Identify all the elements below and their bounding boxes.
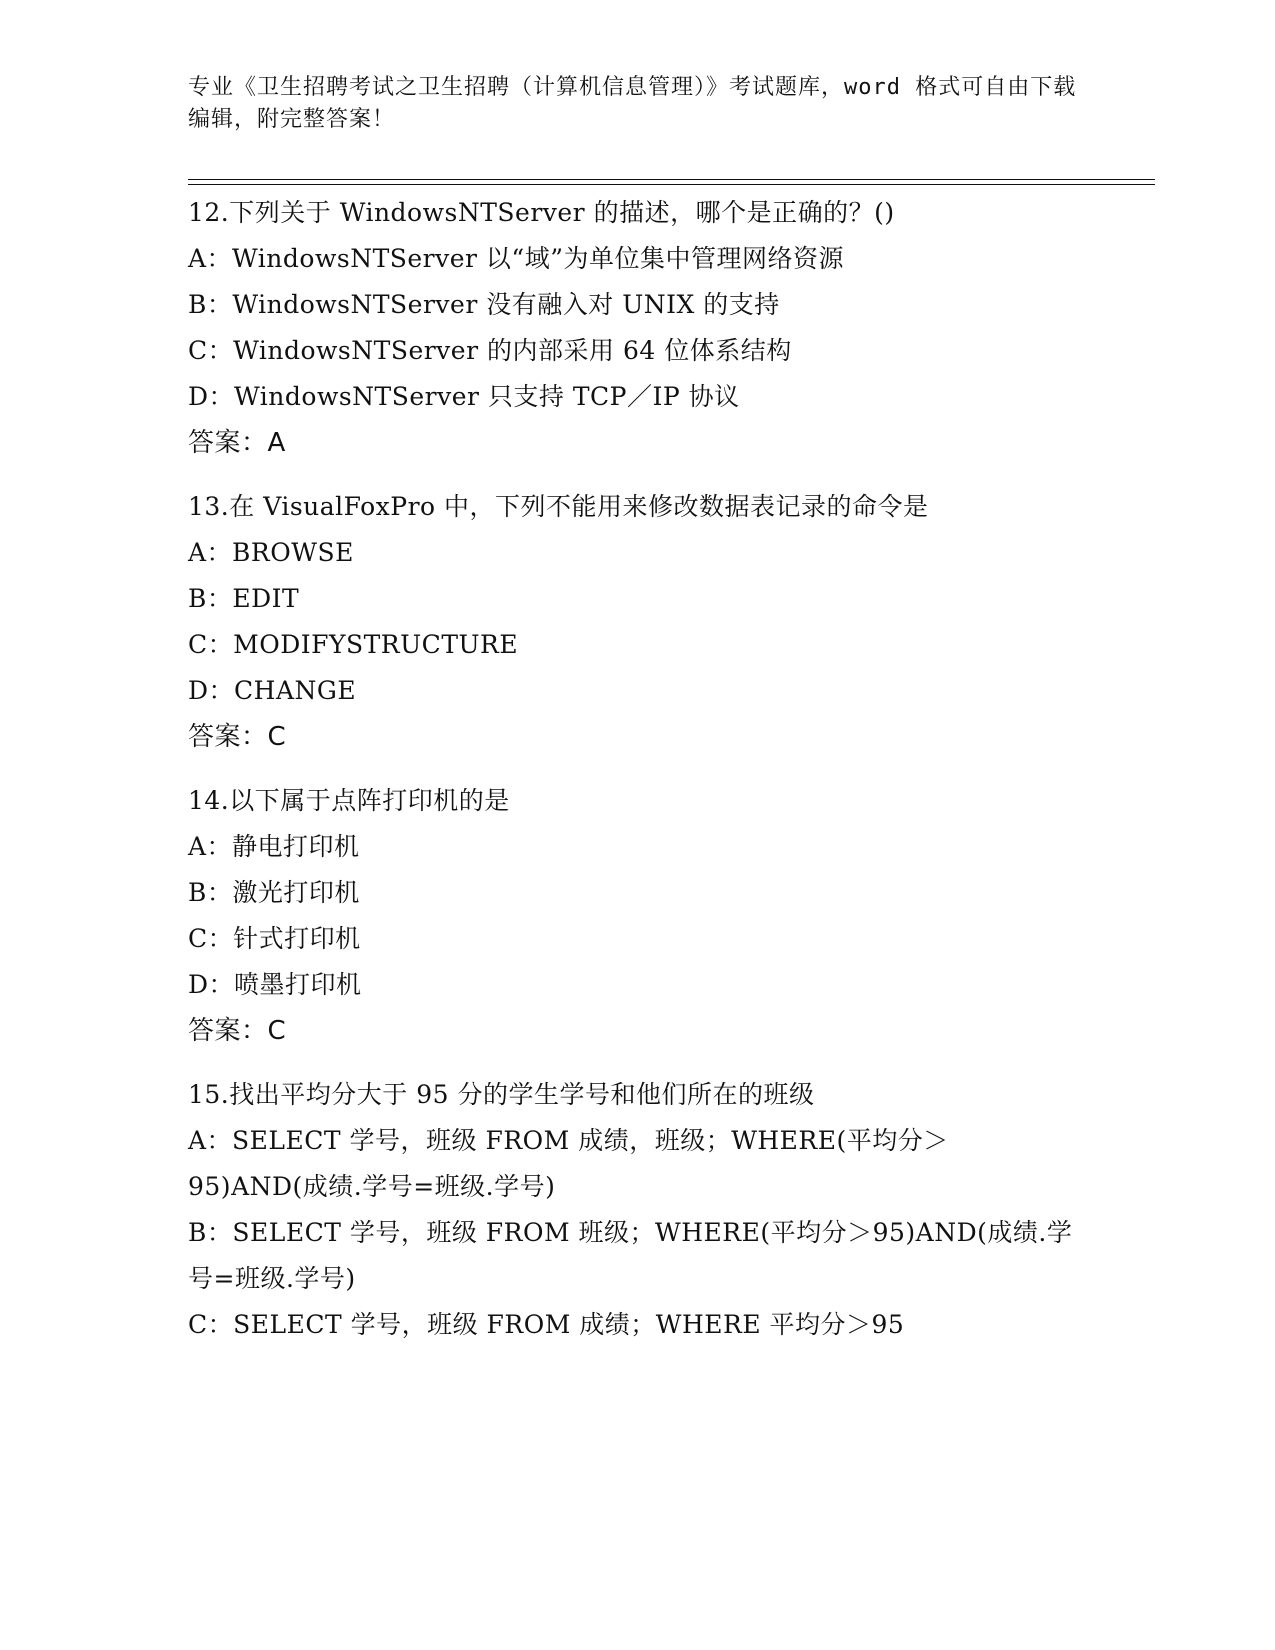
option-d: D：喷墨打印机 — [188, 970, 362, 999]
option-b: B：WindowsNTServer 没有融入对 UNIX 的支持 — [188, 290, 780, 319]
answer-line: 答案：A — [188, 428, 286, 458]
question-list — [188, 190, 1088, 1366]
question-stem: 12.下列关于 WindowsNTServer 的描述，哪个是正确的？() — [188, 198, 895, 227]
answer-line: 答案：C — [188, 1016, 287, 1046]
option-d: D：WindowsNTServer 只支持 TCP／IP 协议 — [188, 382, 740, 411]
option-c: C：WindowsNTServer 的内部采用 64 位体系结构 — [188, 336, 792, 365]
answer-line: 答案：C — [188, 722, 287, 752]
option-a: A：BROWSE — [188, 538, 354, 567]
option-c: C：SELECT 学号，班级 FROM 成绩；WHERE 平均分＞95 — [188, 1310, 905, 1339]
question-stem: 15.找出平均分大于 95 分的学生学号和他们所在的班级 — [188, 1080, 815, 1109]
option-a: A：静电打印机 — [188, 832, 360, 861]
question-15 — [188, 1072, 1088, 1348]
question-14 — [188, 778, 1088, 1054]
option-c: C：针式打印机 — [188, 924, 361, 953]
option-b: B：EDIT — [188, 584, 300, 613]
header-rule-thick — [188, 184, 1155, 185]
question-stem: 13.在 VisualFoxPro 中，下列不能用来修改数据表记录的命令是 — [188, 492, 929, 521]
question-13 — [188, 484, 1088, 760]
option-a: A：WindowsNTServer 以“域”为单位集中管理网络资源 — [188, 244, 844, 273]
question-stem: 14.以下属于点阵打印机的是 — [188, 786, 510, 815]
question-12 — [188, 190, 1088, 466]
option-b: B：SELECT 学号，班级 FROM 班级；WHERE(平均分＞95)AND(成绩.学号=班级.学号) — [188, 1218, 1073, 1293]
header-rule-thin — [188, 179, 1155, 180]
option-b: B：激光打印机 — [188, 878, 360, 907]
option-d: D：CHANGE — [188, 676, 357, 705]
option-c: C：MODIFYSTRUCTURE — [188, 630, 519, 659]
document-header: 专业《卫生招聘考试之卫生招聘（计算机信息管理）》考试题库，word 格式可自由下载编辑，附完整答案！ — [188, 75, 1077, 132]
option-a: A：SELECT 学号，班级 FROM 成绩，班级；WHERE(平均分＞95)AND(成绩.学号=班级.学号) — [188, 1126, 949, 1201]
